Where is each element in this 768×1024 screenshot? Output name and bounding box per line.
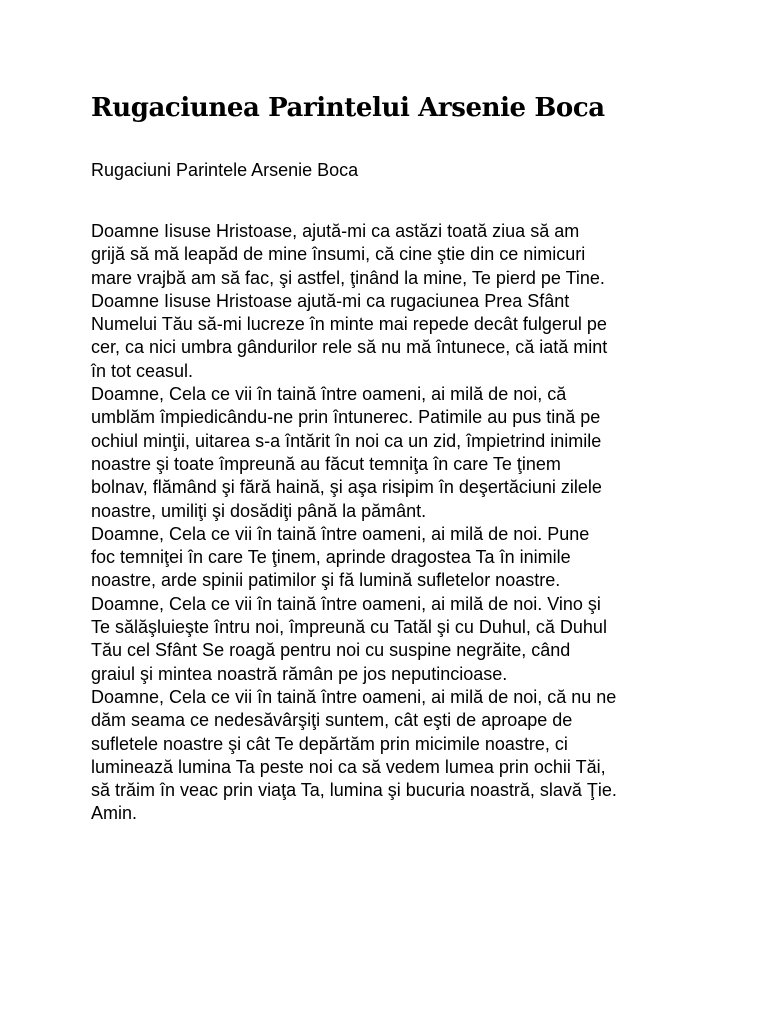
text-line: Doamne Iisuse Hristoase ajută-mi ca rugaciunea Prea Sfânt [91, 290, 570, 311]
text-line: Amin. [91, 803, 138, 824]
text-line: Doamne Iisuse Hristoase, ajută-mi ca astăzi toată ziua să am [91, 221, 580, 241]
text-line: Doamne, Cela ce vii în taină între oameni, ai milă de noi, că [91, 384, 567, 405]
text-line: Doamne, Cela ce vii în taină între oameni, ai milă de noi. Pune [91, 523, 590, 544]
text-line: Te sălăşluieşte întru noi, împreună cu Tatăl şi cu Duhul, că Duhul [91, 617, 607, 638]
text-line: cer, ca nici umbra gândurilor rele să nu mă întunece, că iată mint [91, 337, 608, 358]
text-line: sufletele noastre şi cât Te depărtăm prin micimile noastre, ci [91, 733, 568, 754]
text-line: în tot ceasul. [91, 360, 194, 381]
text-line: umblăm împiedicându-ne prin întunerec. Patimile au pus tină pe [91, 407, 601, 428]
text-line: grijă să mă leapăd de mine însumi, că cine ştie din ce nimicuri [91, 244, 586, 265]
text-line: mare vrajbă am să fac, şi astfel, ţinând la mine, Te pierd pe Tine. [91, 267, 605, 288]
prayer-text [91, 220, 691, 826]
text-line: Doamne, Cela ce vii în taină între oameni, ai milă de noi. Vino şi [91, 593, 601, 614]
text-line: graiul şi mintea noastră rămân pe jos neputincioase. [91, 663, 508, 684]
text-line: Numelui Tău să-mi lucreze în minte mai repede decât fulgerul pe [91, 314, 607, 335]
document-title: Rugaciunea Parintelui Arsenie Boca [91, 93, 605, 123]
text-line: noastre, arde spinii patimilor şi fă lumină sufletelor noastre. [91, 570, 561, 591]
text-line: ochiul minţii, uitarea s-a întărit în noi ca un zid, împietrind inimile [91, 430, 602, 451]
text-line: să trăim în veac prin viaţa Ta, lumina şi bucuria noastră, slavă Ţie. [91, 780, 617, 801]
text-line: bolnav, flămând şi fără haină, şi aşa risipim în deşertăciuni zilele [91, 477, 602, 498]
text-line: Doamne, Cela ce vii în taină între oameni, ai milă de noi, că nu ne [91, 686, 617, 707]
text-line: dăm seama ce nedesăvârşiţi suntem, cât eşti de aproape de [91, 710, 573, 731]
text-line: noastre şi toate împreună au făcut temniţa în care Te ţinem [91, 453, 561, 474]
document-subtitle: Rugaciuni Parintele Arsenie Boca [91, 160, 359, 180]
text-line: Tău cel Sfânt Se roagă pentru noi cu suspine negrăite, când [91, 640, 571, 661]
text-line: foc temniţei în care Te ţinem, aprinde dragostea Ta în inimile [91, 547, 571, 568]
text-line: noastre, umiliţi şi dosădiţi până la pământ. [91, 500, 427, 521]
text-line: luminează lumina Ta peste noi ca să vedem lumea prin ochii Tăi, [91, 756, 606, 777]
